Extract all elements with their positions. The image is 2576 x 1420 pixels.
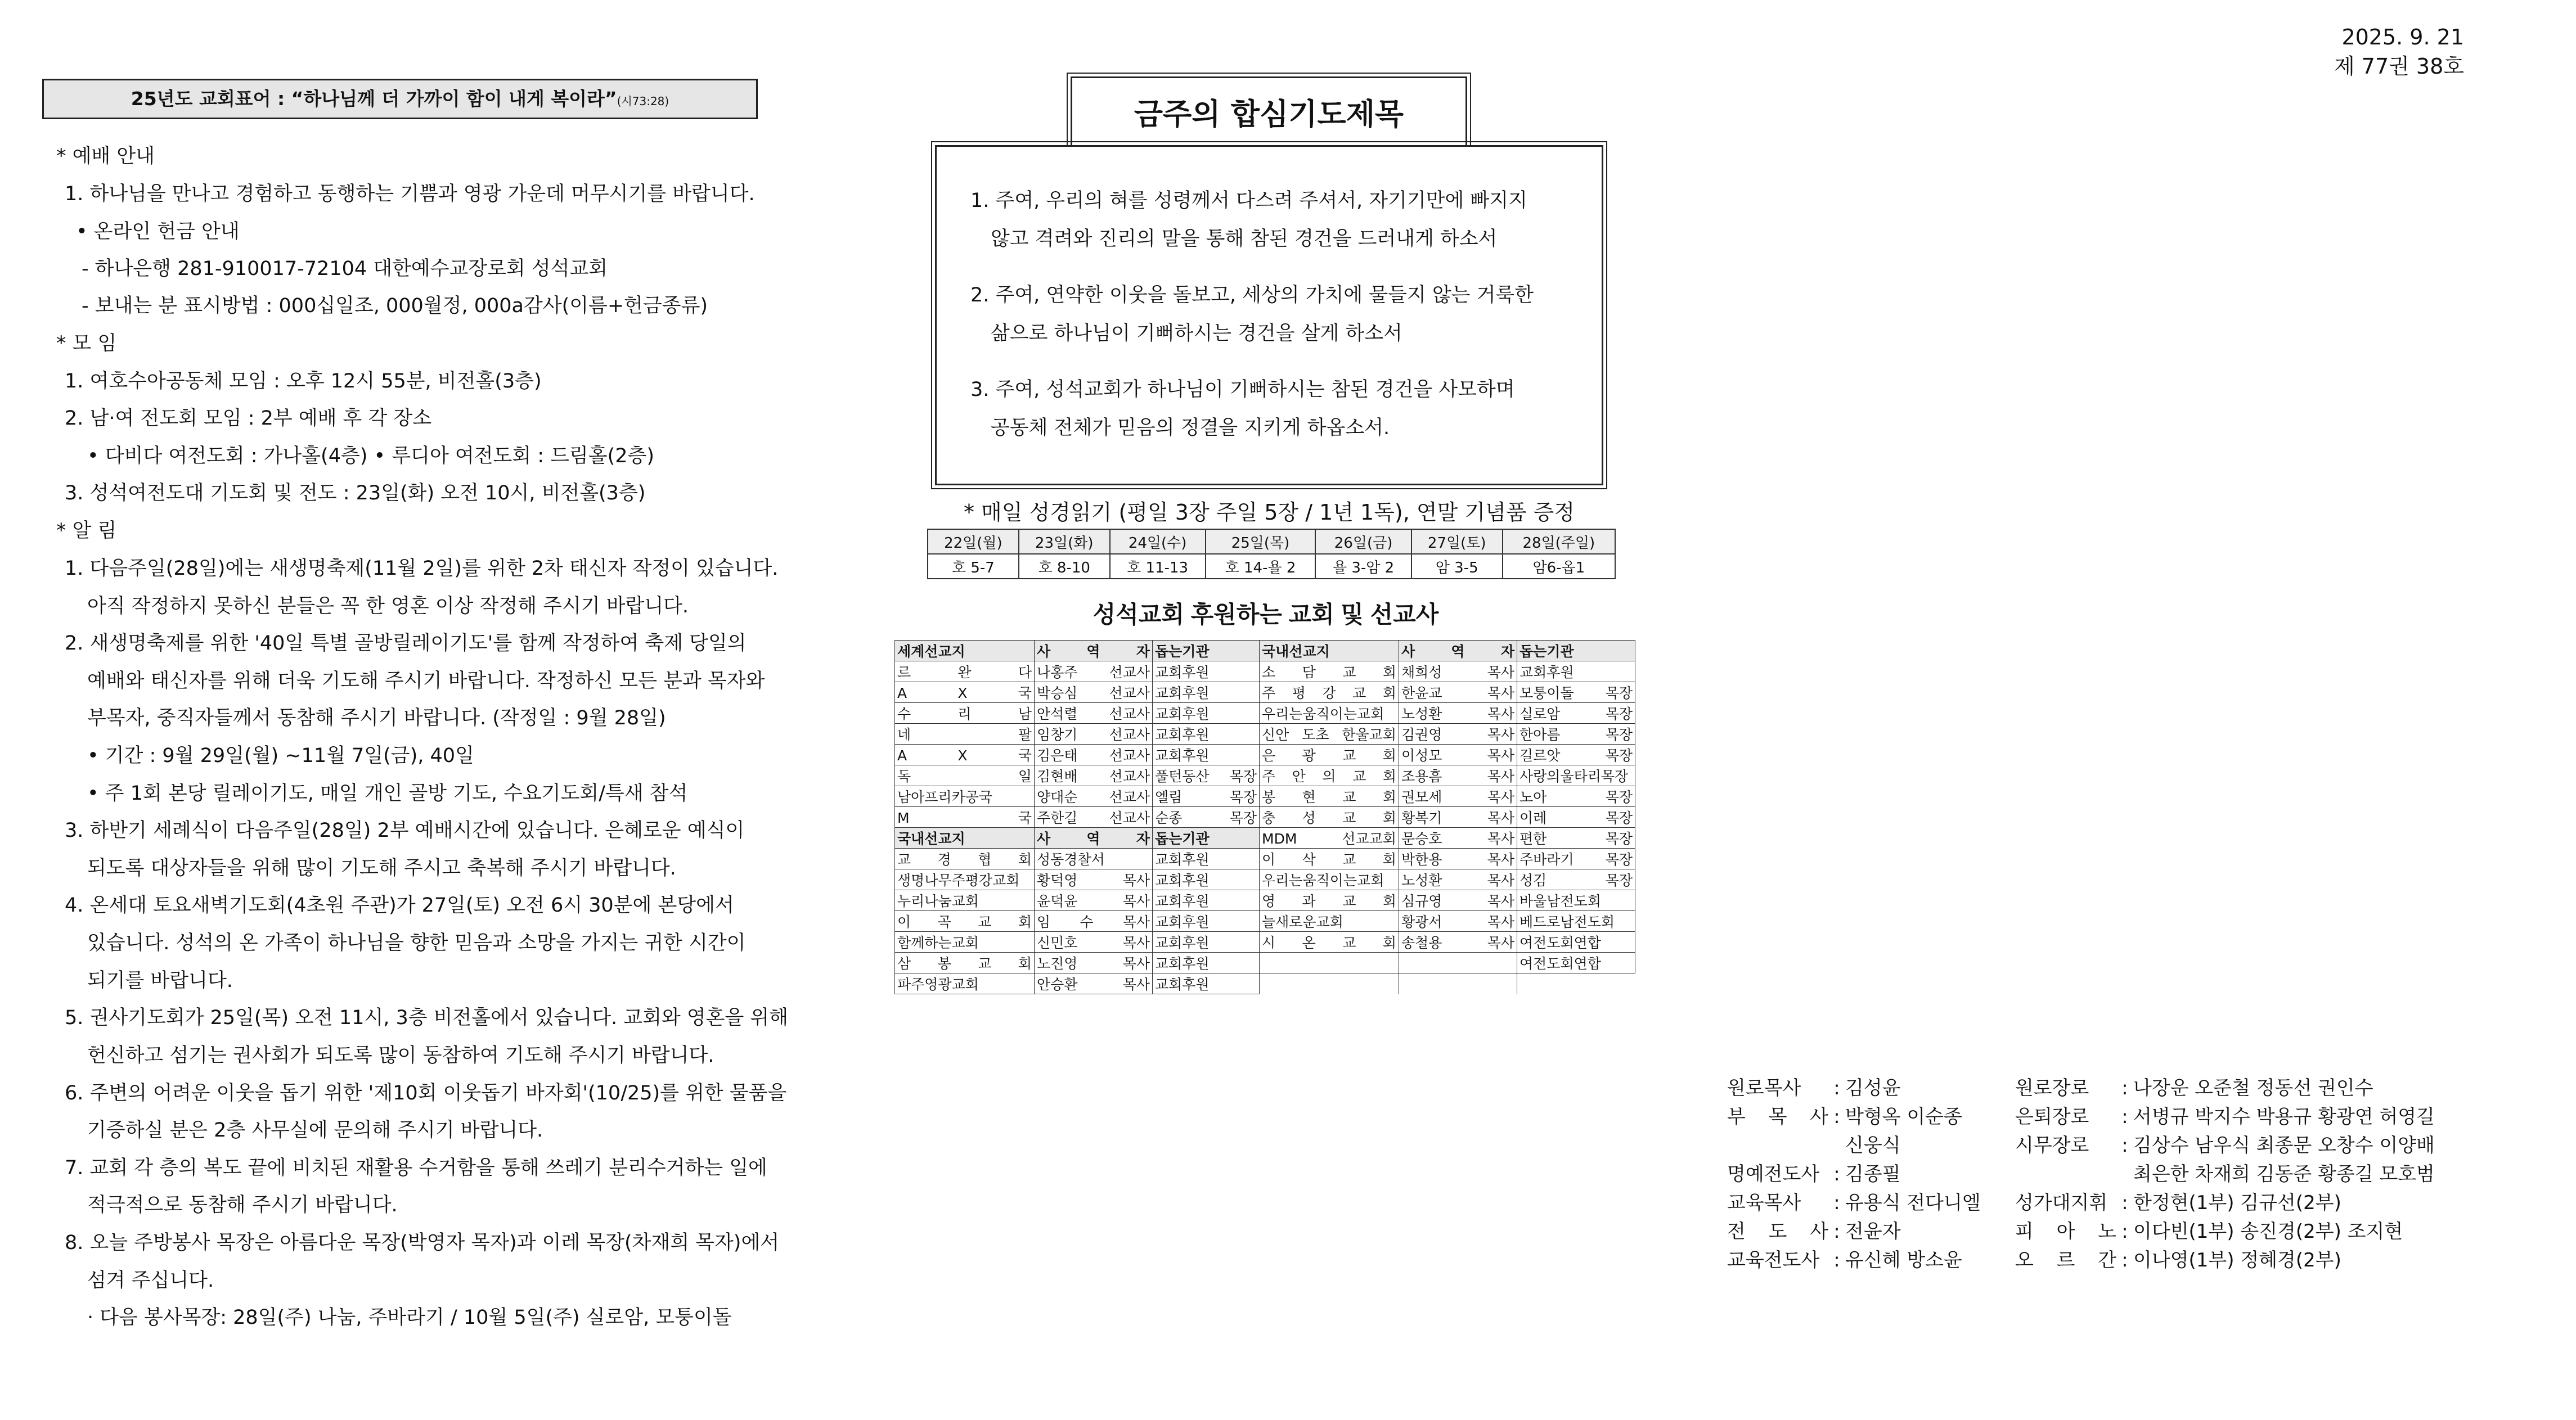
staff-colon: : [2121, 1192, 2128, 1214]
staff-role [1727, 1132, 1828, 1160]
support-cell: 권모세 목사 [1399, 786, 1517, 807]
support-cell: 안석렬 선교사 [1035, 703, 1153, 724]
support-cell: 누리나눔교회 [895, 890, 1035, 911]
support-cell: 모퉁이돌 목장 [1517, 682, 1635, 703]
staff-row [1727, 1132, 1981, 1160]
staff-colon: : [1833, 1077, 1840, 1099]
support-cell: 김현배 선교사 [1035, 765, 1153, 786]
support-cell: 이 곡 교 회 [895, 911, 1035, 932]
support-cell: 이성모 목사 [1399, 745, 1517, 765]
staff-row [1727, 1074, 1981, 1103]
notice-line: 헌신하고 섬기는 권사회가 되도록 많이 동참하여 기도해 주시기 바랍니다. [87, 1044, 714, 1067]
support-cell: 주한길 선교사 [1035, 807, 1153, 828]
support-cell: 황덕영 목사 [1035, 869, 1153, 890]
support-cell: 교회후원 [1517, 661, 1635, 682]
support-cell: 박한용 목사 [1399, 849, 1517, 869]
support-cell: 교회후원 [1153, 661, 1260, 682]
section-worship-heading: * 예배 안내 [56, 145, 155, 168]
support-cell: A X 국 [895, 745, 1035, 765]
support-cell: 주 안 의 교 회 [1260, 765, 1399, 786]
support-cell: 여전도회연합 [1517, 953, 1635, 973]
staff-colon: : [1833, 1220, 1840, 1243]
staff-role: 교육목사 [1727, 1192, 1801, 1214]
support-cell: 소 담 교 회 [1260, 661, 1399, 682]
staff-names: 나장운 오준철 정동선 권인수 [2133, 1077, 2373, 1099]
support-cell: 늘새로운교회 [1260, 911, 1399, 932]
support-cell: 바울남전도회 [1517, 890, 1635, 911]
staff-colon: : [2121, 1134, 2128, 1157]
staff-row [2015, 1132, 2435, 1160]
support-cell: 조용흠 목사 [1399, 765, 1517, 786]
support-cell: 실로암 목장 [1517, 703, 1635, 724]
prayer-line: 삶으로 하나님이 기뻐하시는 경건을 살게 하소서 [991, 322, 1402, 345]
support-cell: 주 평 강 교 회 [1260, 682, 1399, 703]
staff-names: 서병규 박지수 박용규 황광연 허영길 [2133, 1106, 2435, 1128]
support-cell: 송철용 목사 [1399, 932, 1517, 953]
support-cell: 임 수 목사 [1035, 911, 1153, 932]
support-cell: 황광서 목사 [1399, 911, 1517, 932]
staff-names: 박형옥 이순종 [1845, 1106, 1962, 1128]
support-cell: 성김 목장 [1517, 869, 1635, 890]
support-cell: 여전도회연합 [1517, 932, 1635, 953]
staff-row [1727, 1160, 1981, 1189]
notice-line: 8. 오늘 주방봉사 목장은 아름다운 목장(박영자 목자)과 이레 목장(차재희 목자)에서 [65, 1232, 780, 1254]
staff-role: 오 르 간 [2015, 1249, 2116, 1272]
reading-chapters: 호 5-7 [928, 554, 1019, 579]
prayer-title: 금주의 합심기도제목 [1134, 97, 1404, 132]
support-row [895, 786, 1635, 807]
staff-role: 은퇴장로 [2015, 1106, 2089, 1128]
staff-row [1727, 1218, 1981, 1246]
support-header-row [895, 641, 1635, 661]
support-cell: 이 삭 교 회 [1260, 849, 1399, 869]
support-cell: 독 일 [895, 765, 1035, 786]
notice-line: 있습니다. 성석의 온 가족이 하나님을 향한 믿음과 소망을 가지는 귀한 시간이 [87, 932, 746, 954]
staff-role: 부 목 사 [1727, 1106, 1828, 1128]
support-cell: 수 리 남 [895, 703, 1035, 724]
staff-names: 전윤자 [1845, 1220, 1901, 1243]
staff-colon: : [2121, 1220, 2128, 1243]
support-cell: 편한 목장 [1517, 828, 1635, 849]
support-cell: 은 광 교 회 [1260, 745, 1399, 765]
notice-line: 적극적으로 동참해 주시기 바랍니다. [87, 1194, 398, 1216]
support-cell: 교회후원 [1153, 911, 1260, 932]
staff-names: 유용식 전다니엘 [1845, 1192, 1981, 1214]
notice-line: 3. 하반기 세례식이 다음주일(28일) 2부 예배시간에 있습니다. 은혜로운 예식이 [65, 819, 745, 842]
support-row [895, 765, 1635, 786]
support-cell: 교회후원 [1153, 703, 1260, 724]
support-header-cell: 사 역 자 [1035, 641, 1153, 661]
support-cell: 교 경 협 회 [895, 849, 1035, 869]
notice-line: 3. 성석여전도대 기도회 및 전도 : 23일(화) 오전 10시, 비전홀(3층) [65, 482, 646, 504]
reading-chapters: 암6-옵1 [1503, 554, 1615, 579]
notice-line: • 기간 : 9월 29일(월) ~11월 7일(금), 40일 [87, 745, 474, 767]
notice-line: 1. 하나님을 만나고 경험하고 동행하는 기쁨과 영광 가운데 머무시기를 바랍니다. [65, 183, 755, 205]
staff-colon [2116, 1160, 2133, 1189]
notice-line: 되도록 대상자들을 위해 많이 기도해 주시고 축복해 주시기 바랍니다. [87, 857, 676, 880]
staff-colon: : [1833, 1106, 1840, 1128]
motto-reference: (시73:28) [617, 94, 669, 108]
support-cell: 교회후원 [1153, 869, 1260, 890]
support-row [895, 953, 1635, 973]
staff-names: 신웅식 [1845, 1134, 1901, 1157]
support-cell: 신안 도초 한울교회 [1260, 724, 1399, 745]
staff-row [1727, 1189, 1981, 1218]
staff-colon: : [1833, 1249, 1840, 1272]
reading-day: 26일(금) [1315, 529, 1411, 554]
support-cell: 채희성 목사 [1399, 661, 1517, 682]
support-cell: 함께하는교회 [895, 932, 1035, 953]
date-block [2318, 22, 2464, 81]
prayer-line: 않고 격려와 진리의 말을 통해 참된 경건을 드러내게 하소서 [991, 228, 1498, 250]
support-row [895, 890, 1635, 911]
support-cell [1260, 973, 1399, 994]
support-cell: 교회후원 [1153, 932, 1260, 953]
staff-list-left [1727, 1074, 1981, 1275]
support-header-cell: 국내선교지 [895, 828, 1035, 849]
support-cell: 심규영 목사 [1399, 890, 1517, 911]
staff-names: 이다빈(1부) 송진경(2부) 조지현 [2133, 1220, 2403, 1243]
notice-line: 2. 새생명축제를 위한 '40일 특별 골방릴레이기도'를 함께 작정하여 축제 당일의 [65, 632, 747, 655]
support-row [895, 745, 1635, 765]
prayer-title-box [1071, 76, 1467, 147]
support-cell: 교회후원 [1153, 849, 1260, 869]
bank-account-line: - 하나은행 281-910017-72104 대한예수교장로회 성석교회 [82, 258, 608, 280]
staff-row [2015, 1160, 2435, 1189]
staff-role: 전 도 사 [1727, 1220, 1828, 1243]
support-cell: 교회후원 [1153, 973, 1260, 994]
support-row [895, 703, 1635, 724]
staff-row [2015, 1218, 2435, 1246]
reading-chapters: 호 14-욜 2 [1206, 554, 1316, 579]
notice-line: • 온라인 헌금 안내 [76, 220, 240, 243]
reading-chapters: 호 11-13 [1110, 554, 1206, 579]
support-row [895, 869, 1635, 890]
staff-row [2015, 1189, 2435, 1218]
support-row [895, 973, 1635, 994]
staff-names: 유신혜 방소윤 [1845, 1249, 1962, 1272]
support-row [895, 911, 1635, 932]
support-cell: M 국 [895, 807, 1035, 828]
reading-day: 28일(주일) [1503, 529, 1615, 554]
support-cell: 엘림 목장 [1153, 786, 1260, 807]
reading-chapters: 욜 3-암 2 [1315, 554, 1411, 579]
support-cell: 시 온 교 회 [1260, 932, 1399, 953]
support-cell: 봉 현 교 회 [1260, 786, 1399, 807]
support-row [895, 682, 1635, 703]
staff-role: 성가대지휘 [2015, 1192, 2108, 1214]
prayer-line: 1. 주여, 우리의 혀를 성령께서 다스려 주셔서, 자기기만에 빠지지 [970, 190, 1527, 212]
support-cell: 안승환 목사 [1035, 973, 1153, 994]
staff-colon: : [1833, 1192, 1840, 1214]
support-row [895, 724, 1635, 745]
support-cell: 우리는움직이는교회 [1260, 703, 1399, 724]
support-cell: 파주영광교회 [895, 973, 1035, 994]
notice-line: 아직 작정하지 못하신 분들은 꼭 한 영혼 이상 작정해 주시기 바랍니다. [87, 595, 689, 617]
notice-line: 7. 교회 각 층의 복도 끝에 비치된 재활용 수거함을 통해 쓰레기 분리수거하는 일에 [65, 1157, 767, 1179]
support-cell: 주바라기 목장 [1517, 849, 1635, 869]
support-cell: 교회후원 [1153, 682, 1260, 703]
support-cell [1517, 973, 1635, 994]
staff-role: 원로장로 [2015, 1077, 2089, 1099]
support-cell: 교회후원 [1153, 953, 1260, 973]
notice-line: • 주 1회 본당 릴레이기도, 매일 개인 골방 기도, 수요기도회/특새 참석 [87, 782, 688, 805]
staff-names: 김종필 [1845, 1163, 1901, 1185]
support-cell [1399, 953, 1517, 973]
staff-names: 김상수 남우식 최종문 오창수 이양배 [2133, 1134, 2435, 1157]
notice-line: 6. 주변의 어려운 이웃을 돕기 위한 '제10회 이웃돕기 바자회'(10/25)를 위한 물품을 [65, 1082, 787, 1105]
support-cell: 노아 목장 [1517, 786, 1635, 807]
support-table [894, 640, 1635, 994]
staff-role: 원로목사 [1727, 1077, 1801, 1099]
staff-row [2015, 1074, 2435, 1103]
support-cell: 김권영 목사 [1399, 724, 1517, 745]
notice-line: 4. 온세대 토요새벽기도회(4초원 주관)가 27일(토) 오전 6시 30분에 본당에서 [65, 894, 734, 917]
support-cell: 이레 목장 [1517, 807, 1635, 828]
bulletin-issue: 제 77권 38호 [2334, 54, 2464, 79]
section-meeting-heading: * 모 임 [56, 332, 117, 355]
support-cell: 생명나무주평강교회 [895, 869, 1035, 890]
support-cell: 노성환 목사 [1399, 703, 1517, 724]
notice-line: 예배와 태신자를 위해 더욱 기도해 주시기 바랍니다. 작정하신 모든 분과 목자와 [87, 670, 765, 692]
staff-colon [1828, 1132, 1845, 1160]
support-cell: A X 국 [895, 682, 1035, 703]
staff-colon: : [2121, 1249, 2128, 1272]
support-cell [1260, 953, 1399, 973]
notice-line: 되기를 바랍니다. [87, 970, 233, 992]
support-cell: 노진영 목사 [1035, 953, 1153, 973]
prayer-line: 공동체 전체가 믿음의 정결을 지키게 하옵소서. [991, 417, 1390, 439]
support-cell: 노성환 목사 [1399, 869, 1517, 890]
support-cell: 임창기 선교사 [1035, 724, 1153, 745]
notice-line: 부목자, 중직자들께서 동참해 주시기 바랍니다. (작정일 : 9월 28일) [87, 707, 666, 729]
staff-names: 이나영(1부) 정혜경(2부) [2133, 1249, 2341, 1272]
support-cell: 박승심 선교사 [1035, 682, 1153, 703]
support-cell: 베드로남전도회 [1517, 911, 1635, 932]
prayer-item [970, 371, 1584, 447]
support-row [895, 849, 1635, 869]
staff-row [2015, 1246, 2435, 1275]
notice-line: 기증하실 분은 2층 사무실에 문의해 주시기 바랍니다. [87, 1119, 543, 1142]
support-cell: 양대순 선교사 [1035, 786, 1153, 807]
reading-chapters: 호 8-10 [1019, 554, 1110, 579]
prayer-item [970, 182, 1584, 258]
church-motto-box [42, 79, 758, 119]
notice-line: 1. 여호수아공동체 모임 : 오후 12시 55분, 비전홀(3층) [65, 370, 542, 393]
reading-day: 22일(월) [928, 529, 1019, 554]
support-cell: 우리는움직이는교회 [1260, 869, 1399, 890]
support-cell: 길르앗 목장 [1517, 745, 1635, 765]
support-cell: 한아름 목장 [1517, 724, 1635, 745]
support-cell: 교회후원 [1153, 745, 1260, 765]
support-header-cell: 사 역 자 [1035, 828, 1153, 849]
reading-day: 27일(토) [1411, 529, 1503, 554]
section-announcement-heading: * 알 림 [56, 520, 117, 542]
support-cell: 한윤교 목사 [1399, 682, 1517, 703]
next-service-line: · 다음 봉사목장: 28일(주) 나눔, 주바라기 / 10월 5일(주) 실로암, 모퉁이돌 [87, 1306, 732, 1329]
bulletin-date: 2025. 9. 21 [2341, 25, 2464, 49]
support-cell: MDM 선교교회 [1260, 828, 1399, 849]
staff-role: 피 아 노 [2015, 1220, 2116, 1243]
reading-day: 25일(목) [1206, 529, 1316, 554]
support-cell: 문승호 목사 [1399, 828, 1517, 849]
support-cell: 사랑의울타리목장 [1517, 765, 1635, 786]
support-cell [1399, 973, 1517, 994]
support-cell: 삼 봉 교 회 [895, 953, 1035, 973]
staff-row [1727, 1103, 1981, 1132]
support-row [895, 807, 1635, 828]
staff-role: 명예전도사 [1727, 1163, 1820, 1185]
reading-day: 24일(수) [1110, 529, 1206, 554]
support-title: 성석교회 후원하는 교회 및 선교사 [1093, 601, 1439, 628]
support-header-cell: 국내선교지 [1260, 641, 1399, 661]
support-cell: 황복기 목사 [1399, 807, 1517, 828]
support-cell: 풀턴동산 목장 [1153, 765, 1260, 786]
support-cell: 네 팔 [895, 724, 1035, 745]
bible-reading-table [927, 529, 1616, 579]
prayer-item [970, 276, 1584, 353]
support-cell: 충 성 교 회 [1260, 807, 1399, 828]
staff-row [1727, 1246, 1981, 1275]
support-header-cell: 사 역 자 [1399, 641, 1517, 661]
notice-line: 섬겨 주십니다. [87, 1269, 214, 1292]
bible-reading-note: * 매일 성경읽기 (평일 3장 주일 5장 / 1년 1독), 연말 기념품 증정 [963, 500, 1575, 525]
support-cell: 윤덕윤 목사 [1035, 890, 1153, 911]
notice-line: 1. 다음주일(28일)에는 새생명축제(11월 2일)를 위한 2차 태신자 작정이 있습니다. [65, 557, 779, 580]
prayer-line: 3. 주여, 성석교회가 하나님이 기뻐하시는 참된 경건을 사모하며 [970, 378, 1515, 401]
support-cell: 나홍주 선교사 [1035, 661, 1153, 682]
support-header-cell: 세계선교지 [895, 641, 1035, 661]
notice-line: • 다비다 여전도회 : 가나홀(4층) • 루디아 여전도회 : 드림홀(2층) [87, 445, 654, 467]
staff-names: 김성윤 [1845, 1077, 1901, 1099]
notice-line: 2. 남·여 전도회 모임 : 2부 예배 후 각 장소 [65, 407, 432, 430]
staff-role: 교육전도사 [1727, 1249, 1820, 1272]
support-cell: 르 완 다 [895, 661, 1035, 682]
staff-colon: : [1833, 1163, 1840, 1185]
support-cell: 교회후원 [1153, 724, 1260, 745]
support-cell: 순종 목장 [1153, 807, 1260, 828]
support-header-cell: 돕는기관 [1517, 641, 1635, 661]
support-cell: 교회후원 [1153, 890, 1260, 911]
notice-line: - 보내는 분 표시방법 : 000십일조, 000월정, 000a감사(이름+헌금종류) [82, 295, 708, 317]
support-header-cell: 돕는기관 [1153, 641, 1260, 661]
notice-line: 5. 권사기도회가 25일(목) 오전 11시, 3층 비전홀에서 있습니다. 교회와 영혼을 위해 [65, 1007, 789, 1029]
support-row [895, 932, 1635, 953]
support-cell: 남아프리카공국 [895, 786, 1035, 807]
support-header-cell: 돕는기관 [1153, 828, 1260, 849]
support-subheader-row [895, 828, 1635, 849]
staff-colon: : [2121, 1106, 2128, 1128]
staff-role [2015, 1160, 2116, 1189]
staff-role: 시무장로 [2015, 1134, 2089, 1157]
support-cell: 신민호 목사 [1035, 932, 1153, 953]
staff-names: 한정현(1부) 김규선(2부) [2133, 1192, 2341, 1214]
support-cell: 성동경찰서 [1035, 849, 1153, 869]
prayer-box [935, 145, 1603, 485]
support-row [895, 661, 1635, 682]
church-motto: 25년도 교회표어 : “하나님께 더 가까이 함이 내게 복이라” [131, 88, 617, 110]
staff-names: 최은한 차재희 김동준 황종길 모호범 [2133, 1163, 2435, 1185]
staff-list-right [2015, 1074, 2435, 1275]
prayer-line: 2. 주여, 연약한 이웃을 돌보고, 세상의 가치에 물들지 않는 거룩한 [970, 284, 1534, 306]
support-cell: 김은태 선교사 [1035, 745, 1153, 765]
staff-row [2015, 1103, 2435, 1132]
reading-chapters: 암 3-5 [1411, 554, 1503, 579]
staff-colon: : [2121, 1077, 2128, 1099]
reading-day: 23일(화) [1019, 529, 1110, 554]
support-cell: 영 과 교 회 [1260, 890, 1399, 911]
